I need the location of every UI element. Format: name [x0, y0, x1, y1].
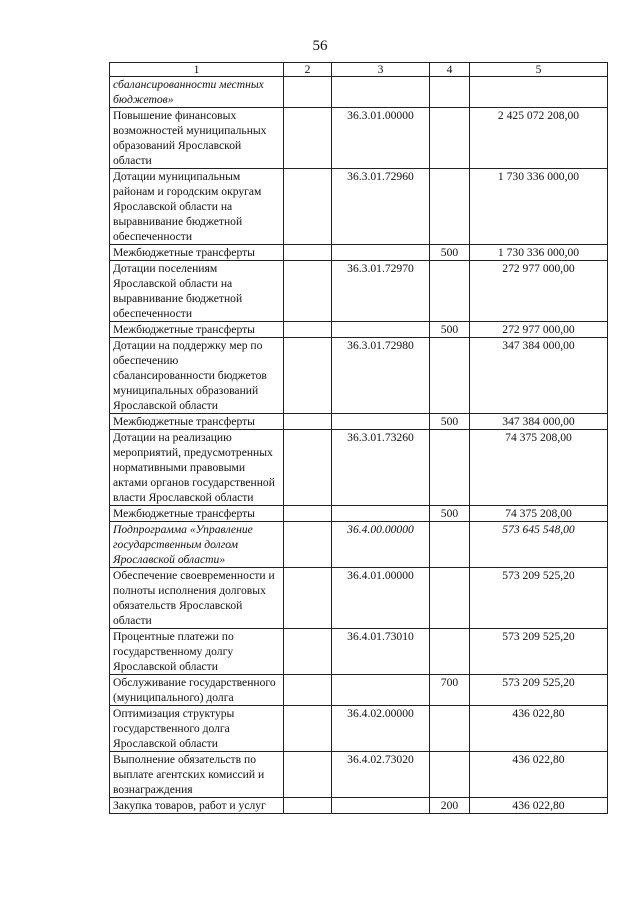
row-expense-type-cell: 500 [430, 245, 470, 261]
row-amount-cell: 347 384 000,00 [470, 338, 608, 414]
row-amount-cell: 347 384 000,00 [470, 414, 608, 430]
row-amount-cell [470, 77, 608, 108]
row-code-cell [332, 798, 430, 814]
row-column-2-cell [284, 430, 332, 506]
row-amount-cell: 573 209 525,20 [470, 629, 608, 675]
row-expense-type-cell [430, 629, 470, 675]
row-name-cell: Подпрограмма «Управление государственным долгом Ярославской области» [110, 522, 284, 568]
row-name-cell: Дотации на поддержку мер по обеспечению сбалансированности бюджетов муниципальных образований Ярославской области [110, 338, 284, 414]
row-name-cell: Межбюджетные трансферты [110, 506, 284, 522]
row-expense-type-cell: 700 [430, 675, 470, 706]
row-column-2-cell [284, 245, 332, 261]
row-code-cell: 36.4.02.00000 [332, 706, 430, 752]
table-row [110, 506, 608, 522]
row-amount-cell: 272 977 000,00 [470, 261, 608, 322]
row-amount-cell: 436 022,80 [470, 752, 608, 798]
row-code-cell: 36.3.01.72970 [332, 261, 430, 322]
row-code-cell [332, 414, 430, 430]
row-amount-cell: 1 730 336 000,00 [470, 169, 608, 245]
table-body [110, 77, 608, 814]
row-expense-type-cell: 500 [430, 506, 470, 522]
table-row [110, 77, 608, 108]
row-expense-type-cell [430, 522, 470, 568]
row-expense-type-cell [430, 108, 470, 169]
row-code-cell: 36.4.01.73010 [332, 629, 430, 675]
row-expense-type-cell [430, 430, 470, 506]
table-row [110, 568, 608, 629]
table-row [110, 752, 608, 798]
row-name-cell: Дотации на реализацию мероприятий, предусмотренных нормативными правовыми актами органов государственной власти Ярославской области [110, 430, 284, 506]
row-name-cell: Межбюджетные трансферты [110, 322, 284, 338]
row-column-2-cell [284, 629, 332, 675]
row-amount-cell: 2 425 072 208,00 [470, 108, 608, 169]
row-code-cell: 36.4.02.73020 [332, 752, 430, 798]
row-column-2-cell [284, 752, 332, 798]
row-name-cell: Повышение финансовых возможностей муниципальных образований Ярославской области [110, 108, 284, 169]
row-amount-cell: 74 375 208,00 [470, 506, 608, 522]
table-row [110, 169, 608, 245]
row-code-cell [332, 506, 430, 522]
column-header: 3 [332, 63, 430, 77]
row-expense-type-cell [430, 752, 470, 798]
row-column-2-cell [284, 414, 332, 430]
row-column-2-cell [284, 675, 332, 706]
row-expense-type-cell: 200 [430, 798, 470, 814]
row-column-2-cell [284, 322, 332, 338]
row-code-cell: 36.3.01.73260 [332, 430, 430, 506]
row-expense-type-cell: 500 [430, 414, 470, 430]
row-column-2-cell [284, 77, 332, 108]
row-expense-type-cell [430, 338, 470, 414]
row-code-cell [332, 245, 430, 261]
row-amount-cell: 272 977 000,00 [470, 322, 608, 338]
table-row [110, 629, 608, 675]
row-code-cell: 36.3.01.72960 [332, 169, 430, 245]
row-expense-type-cell: 500 [430, 322, 470, 338]
row-name-cell: Дотации муниципальным районам и городским округам Ярославской области на выравнивание бюджетной обеспеченности [110, 169, 284, 245]
row-code-cell: 36.3.01.72980 [332, 338, 430, 414]
row-column-2-cell [284, 798, 332, 814]
row-name-cell: Дотации поселениям Ярославской области на выравнивание бюджетной обеспеченности [110, 261, 284, 322]
row-code-cell [332, 322, 430, 338]
row-column-2-cell [284, 522, 332, 568]
row-column-2-cell [284, 706, 332, 752]
row-amount-cell: 1 730 336 000,00 [470, 245, 608, 261]
row-code-cell: 36.3.01.00000 [332, 108, 430, 169]
row-name-cell: Межбюджетные трансферты [110, 245, 284, 261]
budget-table [109, 62, 608, 814]
row-name-cell: Выполнение обязательств по выплате агентских комиссий и вознаграждения [110, 752, 284, 798]
table-row [110, 706, 608, 752]
column-header: 2 [284, 63, 332, 77]
row-amount-cell: 573 645 548,00 [470, 522, 608, 568]
row-column-2-cell [284, 261, 332, 322]
row-name-cell: Межбюджетные трансферты [110, 414, 284, 430]
row-amount-cell: 436 022,80 [470, 706, 608, 752]
table-row [110, 261, 608, 322]
row-name-cell: Обслуживание государственного (муниципального) долга [110, 675, 284, 706]
row-expense-type-cell [430, 169, 470, 245]
table-header-row [110, 63, 608, 77]
column-header: 5 [470, 63, 608, 77]
row-name-cell: Закупка товаров, работ и услуг [110, 798, 284, 814]
row-column-2-cell [284, 568, 332, 629]
row-amount-cell: 573 209 525,20 [470, 568, 608, 629]
row-column-2-cell [284, 506, 332, 522]
row-name-cell: Процентные платежи по государственному долгу Ярославской области [110, 629, 284, 675]
row-code-cell: 36.4.00.00000 [332, 522, 430, 568]
table-row [110, 430, 608, 506]
table-row [110, 245, 608, 261]
row-code-cell: 36.4.01.00000 [332, 568, 430, 629]
row-amount-cell: 74 375 208,00 [470, 430, 608, 506]
row-column-2-cell [284, 108, 332, 169]
row-code-cell [332, 675, 430, 706]
table-row [110, 798, 608, 814]
table-row [110, 322, 608, 338]
table-row [110, 522, 608, 568]
page-number: 56 [312, 38, 328, 54]
row-column-2-cell [284, 169, 332, 245]
column-header: 1 [110, 63, 284, 77]
column-header: 4 [430, 63, 470, 77]
row-expense-type-cell [430, 77, 470, 108]
row-expense-type-cell [430, 706, 470, 752]
table-row [110, 414, 608, 430]
row-name-cell: Оптимизация структуры государственного долга Ярославской области [110, 706, 284, 752]
row-expense-type-cell [430, 568, 470, 629]
table-row [110, 108, 608, 169]
row-name-cell: Обеспечение своевременности и полноты исполнения долговых обязательств Ярославской области [110, 568, 284, 629]
row-amount-cell: 573 209 525,20 [470, 675, 608, 706]
table-row [110, 338, 608, 414]
row-name-cell: сбалансированности местных бюджетов» [110, 77, 284, 108]
row-amount-cell: 436 022,80 [470, 798, 608, 814]
row-code-cell [332, 77, 430, 108]
row-column-2-cell [284, 338, 332, 414]
row-expense-type-cell [430, 261, 470, 322]
table-row [110, 675, 608, 706]
